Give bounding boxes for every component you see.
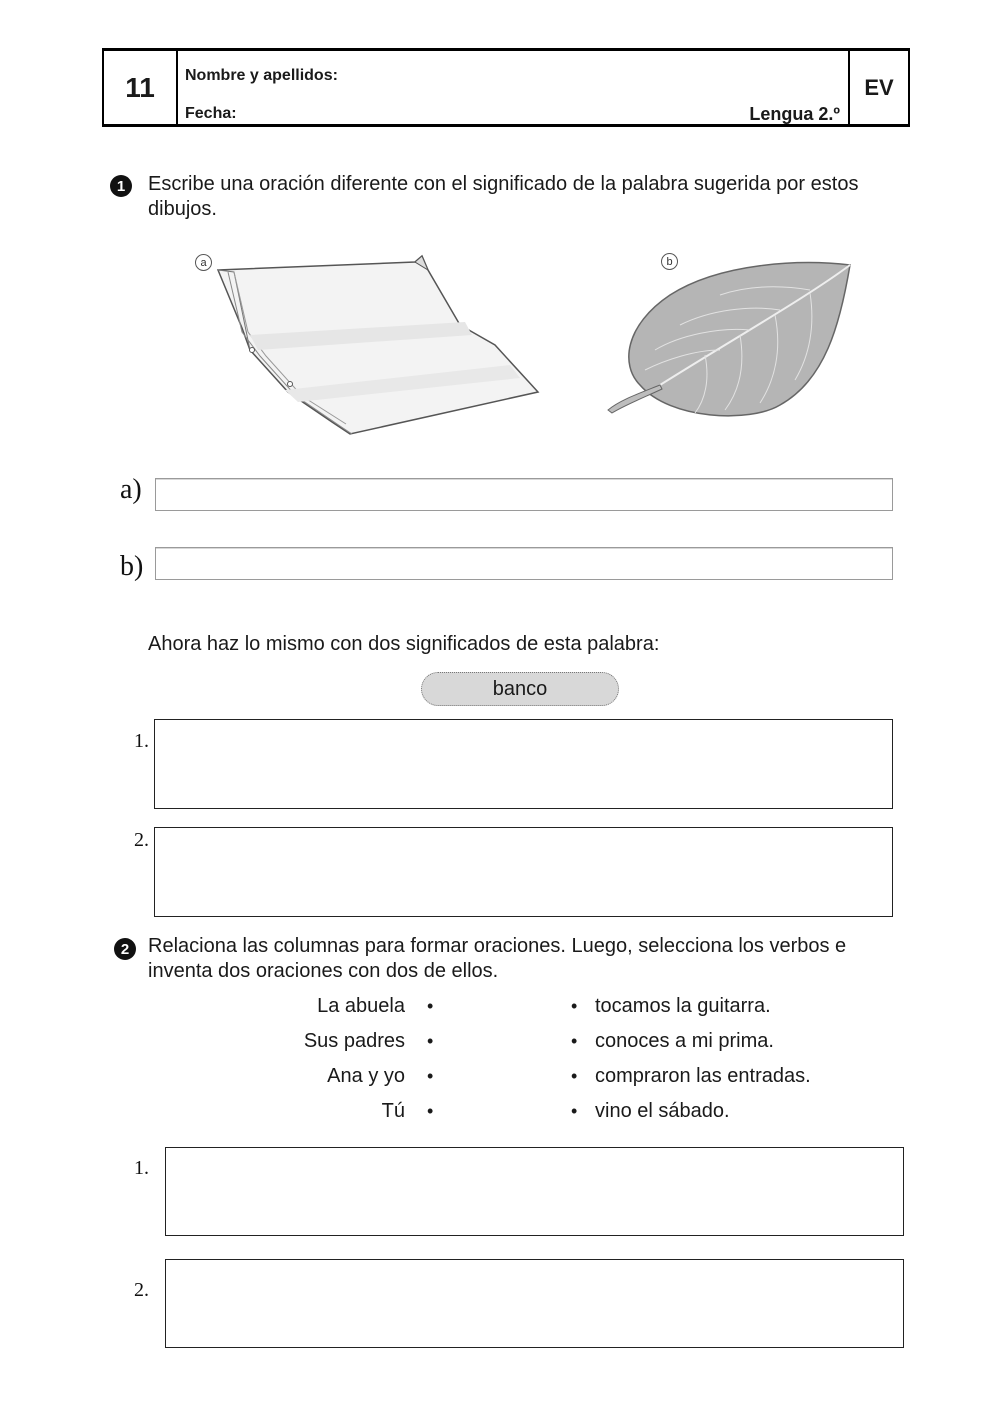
box-1-label: 1. — [134, 730, 149, 752]
image-a-label: a — [195, 254, 212, 271]
subject-label: Lengua 2.º — [749, 104, 840, 124]
match-left-dot[interactable]: • — [427, 1066, 434, 1086]
match-left-item: Tú — [381, 1100, 405, 1122]
leaf-image — [600, 255, 860, 425]
sentence-box-2-label: 2. — [134, 1279, 149, 1301]
answer-b-label: b) — [120, 551, 144, 582]
answer-b-field[interactable] — [155, 547, 893, 580]
match-left-dot[interactable]: • — [427, 996, 434, 1016]
answer-a-field[interactable] — [155, 478, 893, 511]
match-right-item: vino el sábado. — [595, 1100, 730, 1122]
match-right-dot[interactable]: • — [571, 996, 578, 1016]
unit-number: 11 — [102, 51, 178, 124]
worksheet-header — [102, 48, 910, 127]
match-left-dot[interactable]: • — [427, 1101, 434, 1121]
evaluation-tag: EV — [848, 51, 910, 124]
match-right-dot[interactable]: • — [571, 1101, 578, 1121]
match-right-item: conoces a mi prima. — [595, 1030, 774, 1052]
match-right-item: compraron las entradas. — [595, 1065, 811, 1087]
exercise-2-badge: 2 — [114, 938, 136, 960]
followup-instruction: Ahora haz lo mismo con dos significados de esta palabra: — [148, 633, 660, 655]
banco-answer-box-1[interactable] — [154, 719, 893, 809]
sentence-answer-box-1[interactable] — [165, 1147, 904, 1236]
match-right-dot[interactable]: • — [571, 1066, 578, 1086]
image-b-label: b — [661, 253, 678, 270]
match-left-item: La abuela — [317, 995, 405, 1017]
sentence-box-1-label: 1. — [134, 1157, 149, 1179]
banco-answer-box-2[interactable] — [154, 827, 893, 917]
answer-a-label: a) — [120, 474, 142, 505]
match-right-dot[interactable]: • — [571, 1031, 578, 1051]
match-left-item: Sus padres — [303, 1030, 405, 1052]
paper-sheet-image — [210, 250, 550, 440]
exercise-2-instruction: Relaciona las columnas para formar oraciones. Luego, selecciona los verbos e inventa dos oraciones con dos de ellos. — [148, 935, 847, 982]
date-label: Fecha: — [185, 105, 237, 122]
header-info — [178, 51, 848, 124]
exercise-1-badge: 1 — [110, 175, 132, 197]
sentence-answer-box-2[interactable] — [165, 1259, 904, 1348]
box-2-label: 2. — [134, 829, 149, 851]
match-left-item: Ana y yo — [327, 1065, 405, 1087]
match-right-item: tocamos la guitarra. — [595, 995, 771, 1017]
name-label: Nombre y apellidos: — [185, 67, 338, 84]
match-left-dot[interactable]: • — [427, 1031, 434, 1051]
exercise-1-instruction: Escribe una oración diferente con el significado de la palabra sugerida por estos dibujos. — [148, 173, 859, 220]
word-pill: banco — [421, 672, 619, 706]
